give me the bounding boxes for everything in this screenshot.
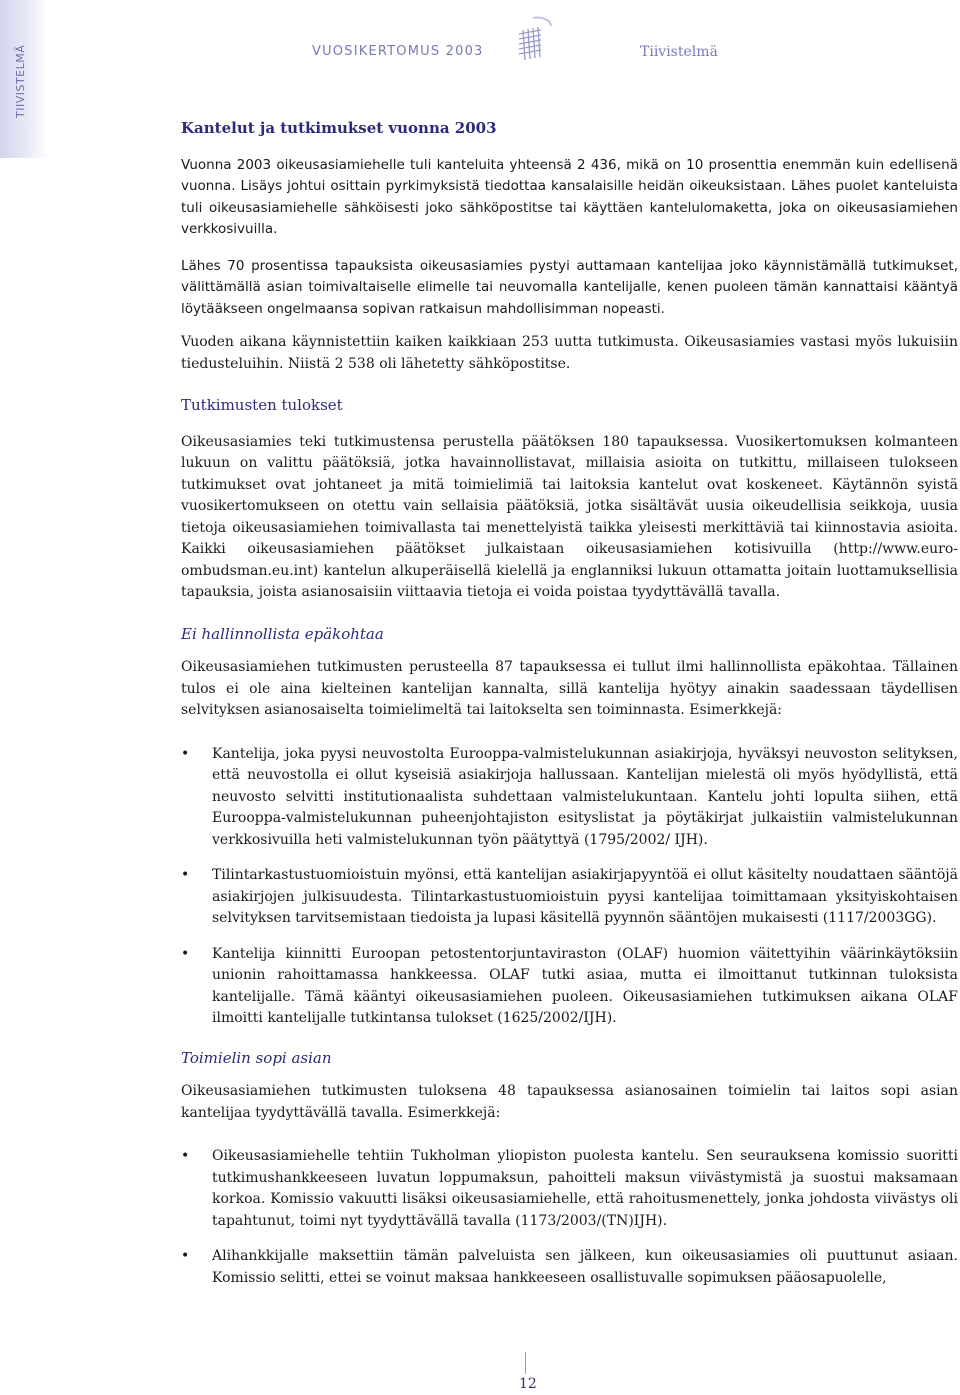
page-number-rule bbox=[525, 1352, 526, 1374]
list-item bbox=[181, 944, 958, 1030]
list-item-text: Kantelija kiinnitti Euroopan petostentorjuntaviraston (OLAF) huomion väitettyihin väärinkäytöksiin unionin rahoittamassa hankkeessa. OLAF tutki asiaa, mutta ei ilmoittanut tutkinnan tuloksista kantelijalle. Tämä kääntyi oikeusasiamiehen puoleen. Oikeusasiamiehen tutkimuksen aikana OLAF ilmoitti kantelijalle tutkintansa tulokset (1625/2002/IJH). bbox=[212, 945, 958, 1026]
list-item bbox=[181, 1146, 958, 1232]
section-title-no-maladministration: Ei hallinnollista epäkohtaa bbox=[181, 624, 384, 643]
bullet-icon: • bbox=[181, 867, 190, 883]
list-item bbox=[181, 865, 958, 930]
bullet-icon: • bbox=[181, 1248, 190, 1264]
page-content bbox=[181, 118, 958, 1289]
section-title-complaints: Kantelut ja tutkimukset vuonna 2003 bbox=[181, 119, 497, 137]
list-item-text: Kantelija, joka pyysi neuvostolta Eurooppa-valmistelukunnan asiakirjoja, hyväksyi neuvoston selityksen, että neuvostolla ei ollut kyseisiä asiakirjoja hallussaan. Kantelijan mielestä oli myös hyödyllistä, että neuvosto selvitti institutionaalista suhdettaan valmistelukuntaan. Kantelu johti lopulta siihen, että Eurooppa-valmistelukunnan puheenjohtajiston esityslistat ja pöytäkirjat julkaistiin valmistelukunnan verkkosivuilla heti valmistelukunnan työn päätyttyä (1795/2002/ IJH). bbox=[212, 745, 958, 848]
example-list bbox=[181, 1146, 958, 1289]
list-item-text: Tilintarkastustuomioistuin myönsi, että kantelijan asiakirjapyyntöä ei ollut käsitelty noudattaen sääntöjä asiakirjojen julkisuudesta. Tilintarkastustuomioistuin pyysi kantelijaa toimittamaan yksityiskohtaisen selvityksen tarvitsemistaan tiedoista ja lupasi käsitellä pyynnön sääntöjen mukaisesti (1117/2003GG). bbox=[212, 867, 958, 926]
running-header-left: VUOSIKERTOMUS 2003 bbox=[312, 44, 484, 59]
paragraph: Lähes 70 prosentissa tapauksista oikeusasiamies pystyi auttamaan kantelijaa joko käynnistämällä tutkimukset, välittämällä asian toimivaltaiselle elimelle tai neuvomalla kantelijalle, kenen puoleen tämän kannattaisi kääntyä löytääkseen ongelmaansa sopivan ratkaisun mahdollisimman nopeasti. bbox=[181, 257, 958, 317]
list-item-text: Oikeusasiamiehelle tehtiin Tukholman yliopiston puolesta kantelu. Sen seurauksena komissio suoritti tutkimushankkeeseen luvatun loppumaksun, pahoitteli maksun viivästymistä ja suostui maksamaan korkoa. Komissio vakuutti lisäksi oikeusasiamiehelle, että rahoitusmenettely, jonka johdosta viivästys oli tapahtunut, toimi nyt tyydyttävällä tavalla (1173/2003/(TN)IJH). bbox=[212, 1148, 958, 1229]
paragraph: Oikeusasiamies teki tutkimustensa perustella päätöksen 180 tapauksessa. Vuosikertomuksen kolmanteen lukuun on valittu päätöksiä, jotka havainnollistavat, millaisia asioita on tutkittu, millaiseen tulokseen tutkimukset ovat johtaneet ja mitä toimielimiä tai laitoksia kantelut ovat koskeneet. Käytännön syistä vuosikertomukseen on otettu vain sellaisia päätöksiä, jotka sisältävät uusia oikeudellisia seikkoja, uusia tietoja oikeusasiamiehen toimivallasta tai menettelyistä taikka yleisesti merkittäviä tai kiinnostavia asioita. Kaikki oikeusasiamiehen päätökset julkaistaan oikeusasiamiehen kotisivuilla (http://www.euro-ombudsman.eu.int) kantelun alkuperäisellä kielellä ja englanniksi lukuun ottamatta joitain luottamuksellisia tapauksia, joista asianosaisiin viittaavia tietoja ei voida poistaa tyydyttävällä tavalla. bbox=[181, 433, 958, 600]
bullet-icon: • bbox=[181, 1148, 190, 1164]
eu-ombudsman-logo-icon bbox=[511, 16, 557, 68]
side-tab bbox=[0, 0, 48, 158]
list-item-text: Alihankkijalle maksettiin tämän palveluista sen jälkeen, kun oikeusasiamies oli puuttunut asiaan. Komissio selitti, ettei se voinut maksaa hankkeeseen osallistuvalle sopimuksen pääosapuolelle, bbox=[212, 1248, 958, 1286]
side-tab-label: TIIVISTELMÄ bbox=[14, 44, 27, 118]
paragraph: Oikeusasiamiehen tutkimusten perusteella 87 tapauksessa ei tullut ilmi hallinnollista epäkohtaa. Tällainen tulos ei ole aina kielteinen kantelijan kannalta, sillä kantelija hyötyy ainakin saadessaan täydellisen selvityksen asianosaiselta toimielimeltä tai laitokselta sen toiminnasta. Esimerkkejä: bbox=[181, 659, 958, 718]
bullet-icon: • bbox=[181, 945, 190, 962]
section-title-results: Tutkimusten tulokset bbox=[181, 396, 343, 414]
running-header-right: Tiivistelmä bbox=[640, 44, 718, 60]
paragraph: Oikeusasiamiehen tutkimusten tuloksena 48 tapauksessa asianosainen toimielin tai laitos sopi asian kantelijaa tyydyttävällä tavalla. Esimerkkejä: bbox=[181, 1083, 958, 1121]
paragraph: Vuonna 2003 oikeusasiamiehelle tuli kanteluita yhteensä 2 436, mikä on 10 prosenttia enemmän kuin edellisenä vuonna. Lisäys johtui osittain pyrkimyksistä tiedottaa kansalaisille heidän oikeuksistaan. Lähes puolet kanteluista tuli oikeusasiamiehelle sähköisesti joko sähköpostitse tai käyttäen kantelulomaketta, joka on oikeusasiamiehen verkkosivuilla. bbox=[181, 156, 958, 237]
section-title-settled: Toimielin sopi asian bbox=[181, 1048, 332, 1067]
paragraph: Vuoden aikana käynnistettiin kaiken kaikkiaan 253 uutta tutkimusta. Oikeusasiamies vastasi myös lukuisiin tiedusteluihin. Niistä 2 538 oli lähetetty sähköpostitse. bbox=[181, 334, 958, 372]
list-item bbox=[181, 744, 958, 852]
example-list bbox=[181, 744, 958, 1030]
page-number: 12 bbox=[519, 1376, 537, 1392]
list-item bbox=[181, 1246, 958, 1289]
bullet-icon: • bbox=[181, 745, 190, 762]
